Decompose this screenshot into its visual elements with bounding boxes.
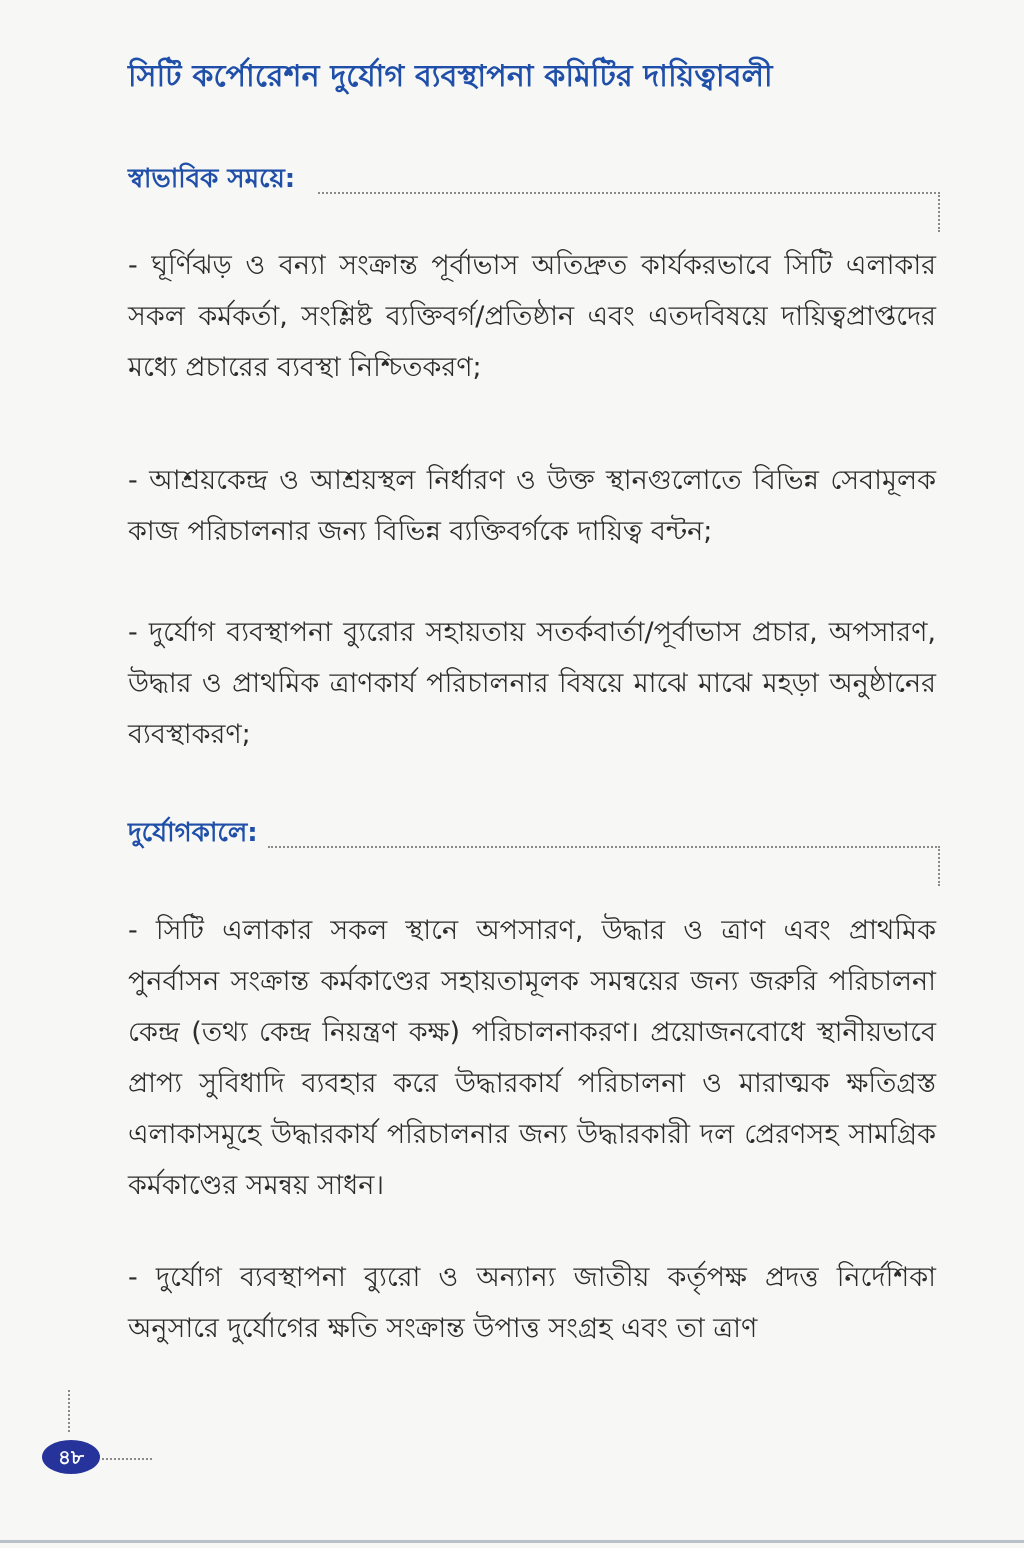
paragraph: - দুর্যোগ ব্যবস্থাপনা ব্যুরো ও অন্যান্য জাতীয় কর্তৃপক্ষ প্রদত্ত নির্দেশিকা অনুসারে দুর্যোগের ক্ষতি সংক্রান্ত উপাত্ত সংগ্রহ এবং তা ত্রাণ — [128, 1262, 936, 1344]
paragraph: - দুর্যোগ ব্যবস্থাপনা ব্যুরোর সহায়তায় সতর্কবার্তা/পূর্বাভাস প্রচার, অপসারণ, উদ্ধার ও প্রাথমিক ত্রাণকার্য পরিচালনার বিষয়ে মাঝে মাঝে মহড়া অনুষ্ঠানের ব্যবস্থাকরণ; — [128, 617, 936, 750]
footer-dotted-rule-horizontal — [102, 1458, 152, 1460]
footer-dotted-rule-vertical — [68, 1390, 70, 1432]
section-heading-during-disaster — [128, 812, 940, 878]
page-number-badge: ৪৮ — [42, 1440, 100, 1474]
page-title: সিটি কর্পোরেশন দুর্যোগ ব্যবস্থাপনা কমিটির দায়িত্বাবলী — [128, 59, 773, 94]
section-heading-normal-time — [128, 158, 940, 224]
paragraph: - সিটি এলাকার সকল স্থানে অপসারণ, উদ্ধার ও ত্রাণ এবং প্রাথমিক পুনর্বাসন সংক্রান্ত কর্মকাণ্ডের সহায়তামূলক সমন্বয়ের জন্য জরুরি পরিচালনা কেন্দ্র (তথ্য কেন্দ্র নিয়ন্ত্রণ কক্ষ) পরিচালনাকরণ। প্রয়োজনবোধে স্থানীয়ভাবে প্রাপ্য সুবিধাদি ব্যবহার করে উদ্ধারকার্য পরিচালনা ও মারাত্মক ক্ষতিগ্রস্ত এলাকাসমূহে উদ্ধারকার্য পরিচালনার জন্য উদ্ধারকারী দল প্রেরণসহ সামগ্রিক কর্মকাণ্ডের সমন্বয় সাধন। — [128, 915, 936, 1201]
heading-dotted-rule — [268, 846, 940, 886]
paragraph: - ঘূর্ণিঝড় ও বন্যা সংক্রান্ত পূর্বাভাস অতিদ্রুত কার্যকরভাবে সিটি এলাকার সকল কর্মকর্তা, সংশ্লিষ্ট ব্যক্তিবর্গ/প্রতিষ্ঠান এবং এতদবিষয়ে দায়িত্বপ্রাপ্তদের মধ্যে প্রচারের ব্যবস্থা নিশ্চিতকরণ; — [128, 250, 936, 383]
section-heading-label: দুর্যোগকালে: — [128, 812, 262, 856]
section-heading-label: স্বাভাবিক সময়ে: — [128, 158, 299, 202]
heading-dotted-rule — [318, 192, 940, 232]
page-bottom-edge — [0, 1540, 1024, 1543]
paragraph: - আশ্রয়কেন্দ্র ও আশ্রয়স্থল নির্ধারণ ও উক্ত স্থানগুলোতে বিভিন্ন সেবামূলক কাজ পরিচালনার জন্য বিভিন্ন ব্যক্তিবর্গকে দায়িত্ব বন্টন; — [128, 465, 936, 547]
